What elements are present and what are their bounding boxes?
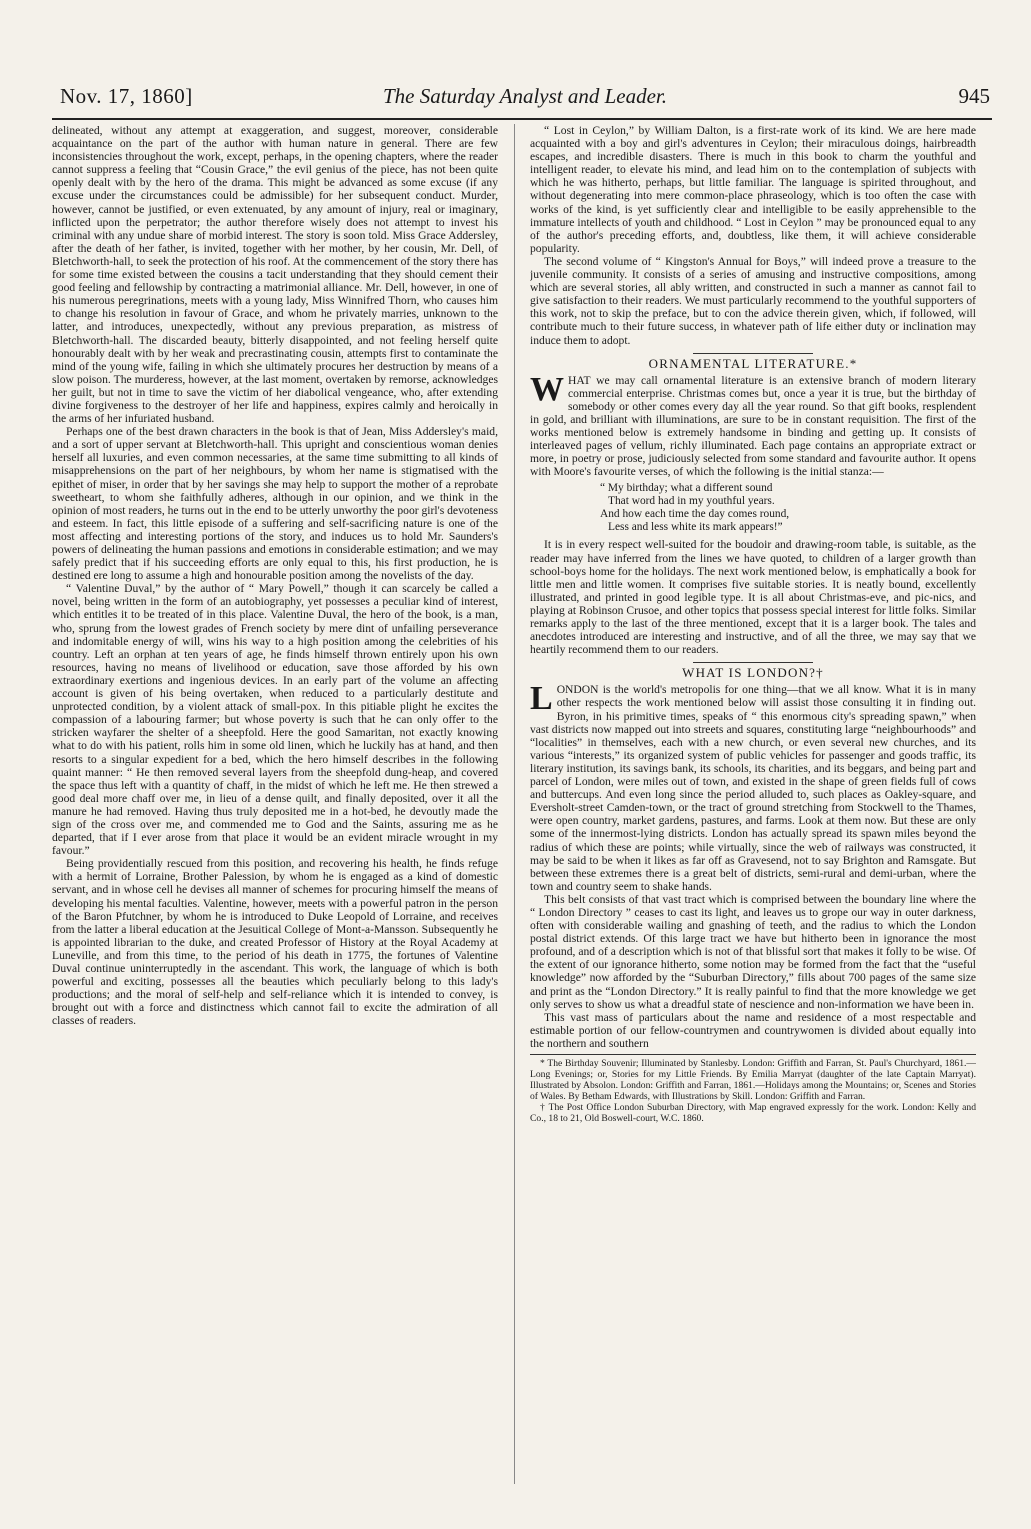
verse-line: And how each time the day comes round, (600, 508, 790, 521)
journal-title: The Saturday Analyst and Leader. (382, 84, 668, 108)
page-header (60, 84, 990, 114)
section-title: ORNAMENTAL LITERATURE.* (648, 355, 858, 371)
ornamental-paragraph-1: WHAT we may call ornamental literature is an extensive branch of modern literary commercial enterprise. Christmas comes but, once a year it is true, but the birthday of somebody or other comes every day all the year round. So that gift books, resplendent in gold, and brilliant with illuminations, are sure to be in constant requisition. The first of the works mentioned below is extremely handsome in binding and getting up. It consists of interleaved pages of vellum, richly illuminated. Each page contains an appropriate extract or more, in poetry or prose, judiciously selected from some standard and favourite author. It opens with Moore's favourite verses, of which the following is the initial stanza:— (530, 370, 976, 479)
drop-cap: W (530, 370, 564, 408)
london-paragraph-1: LONDON is the world's metropolis for one thing—that we all know. What it is in many other respects the work mentioned below will assist those consulting it in finding out. Byron, in his primitive times, speaks of “ this enormous city's spreading spawn,” when vast districts now mapped out into streets and squares, constituting large “neighbourhoods” and “localities” in themselves, each with a new church, or even several new churches, and its various “interests,” its organized system of public vehicles for passenger and goods traffic, its literary institution, its savings bank, its schools, its charities, and its beggars, and being part and parcel of London, were miles out of town, and existed in the shape of green fields full of cows and buttercups. And even long since the period alluded to, such places as Oakley-square, and Eversholt-street Camden-town, or the tract of ground stretching from Stockwell to the Thames, were open country, market gardens, pastures, and farms. Look at them now. But these are only some of the innermost-lying districts. London has actually spread its spawn miles beyond the radius of which these are points; while virtually, since the web of railways was constructed, it may be said to be when it likes as far off as Gravesend, not to say Brighton and Ramsgate. But between these extremes there is a great belt of districts, semi-rural and demi-urban, where the town and country seem to shake hands. (530, 680, 976, 893)
left-column (52, 124, 498, 1484)
footnote-2: † The Post Office London Suburban Directory, with Map engraved expressly for the work. London: Kelly and Co., 18 to 21, Old Boswell-court, W.C. 1860. (530, 1102, 976, 1124)
left-paragraph-2: Perhaps one of the best drawn characters in the book is that of Jean, Miss Addersley's maid, and a sort of upper servant at Bletchworth-hall. This upright and conscientious woman denies herself all luxuries, and even common necessaries, at the same time submitting to all kinds of misapprehensions on the part of her neighbours, by whom her name is stigmatised with the epithet of miser, in order that by her savings she may help to support the mother of a reprobate sweetheart, to whom she faithfully adheres, although in our opinion, and we think in the opinion of most readers, he turns out in the end to be utterly unworthy the poor girl's devoteness and esteem. In fact, this little episode of a suffering and self-sacrificing nature is one of the most affecting and interesting portions of the story, and induces us to hold Mr. Saunders's powers of delineating the human passions and emotions in considerable estimation; and we may safely predict that if his succeeding efforts are only equal to this, his first production, he is destined ere long to assume a high and honourable position among the novelists of the day. (52, 425, 498, 583)
verse-line: Less and less white its mark appears!” (608, 521, 783, 534)
left-paragraph-4: Being providentially rescued from this position, and recovering his health, he finds refuge with a hermit of Lorraine, Brother Palession, by whom he is engaged as a kind of domestic servant, and in whose cell he devises all manner of schemes for procuring himself the means of developing his mental faculties. Valentine, however, meets with a powerful patron in the person of the Baron Pfutchner, by whom he is introduced to Duke Leopold of Lorraine, and receives from the latter a liberal education at the Jesuitical College of Mont-a-Mansson. Subsequently he is appointed librarian to the duke, and created Professor of History at the Royal Academy at Luneville, and from this time, to the period of his death in 1775, the fortunes of Valentine Duval continue uninterruptedly in the ascendant. This work, the language of which is both powerful and exciting, possesses all the beauties which peculiarly belong to this lady's productions; and the moral of self-help and self-reliance which it is intended to convey, is brought out with a force and distinctness which cannot fail to excite the admiration of all classes of readers. (52, 857, 498, 1028)
footnote-1: * The Birthday Souvenir; Illuminated by Stanlesby. London: Griffith and Farran, St. Paul's Churchyard, 1861.—Long Evenings; or, Stories for my Little Friends. By Emilia Marryat (daughter of the late Captain Marryat). Illustrated by Absolon. London: Griffith and Farran, 1861.—Holidays among the Mountains; or, Scenes and Stories of Wales. By Betham Edwards, with Illustrations by Skill. London: Griffith and Farran. (530, 1058, 976, 1102)
verse-line: That word had in my youthful years. (608, 495, 775, 508)
london-paragraph-2: This belt consists of that vast tract which is comprised between the boundary line where the “ London Directory ” ceases to cast its light, and leaves us to grope our way in outer darkness, often with considerable wailing and gnashing of teeth, and the radius to which the London postal district extends. Of this large tract we have but hitherto been in ignorance the most profound, and of a description which is not of that blissful sort that makes it folly to be wise. Of the extent of our ignorance hitherto, some notion may be formed from the fact that the “useful knowledge” now afforded by the “Suburban Directory,” fills about 700 pages of the same size and print as the “London Directory.” It is really painful to find that the more knowledge we get only serves to show us what a dreadful state of nescience and non-information we have been in. (530, 892, 976, 1011)
issue-date: Nov. 17, 1860] (60, 84, 193, 108)
section-rule (693, 353, 813, 354)
drop-cap: L (530, 680, 553, 718)
column-divider (514, 124, 515, 1484)
london-paragraph-3: This vast mass of particulars about the name and residence of a most respectable and estimable portion of our fellow-countrymen and countrywomen is divided about equally into the northern and southern (530, 1010, 976, 1050)
verse-line: “ My birthday; what a different sound (600, 482, 773, 495)
right-column (530, 124, 976, 1484)
header-rule (52, 118, 992, 120)
footnotes (530, 1054, 976, 1124)
section-title: WHAT IS LONDON?† (682, 665, 824, 681)
verse-stanza (600, 482, 976, 534)
page-number: 945 (958, 84, 990, 108)
section-rule (693, 662, 813, 663)
right-paragraph-2: The second volume of “ Kingston's Annual for Boys,” will indeed prove a treasure to the juvenile community. It consists of a series of amusing and instructive compositions, among which are several stories, all ably written, and constructed in such a manner as cannot fail to give satisfaction to their readers. We must particularly recommend to the youthful supporters of this work, not to skip the preface, but to con the advice therein given, which, if followed, will contribute much to their future success, in whatever path of life either duty or inclination may induce them to adopt. (530, 254, 976, 347)
ornamental-paragraph-2: It is in every respect well-suited for the boudoir and drawing-room table, is suitable, as the reader may have inferred from the lines we have quoted, to children of a larger growth than school-boys home for the holidays. The next work mentioned below, is emphatically a book for little men and little women. It comprises five suitable stories. It is neatly bound, excellently illustrated, and printed in good legible type. It is all about Christmas-eve, and pic-nics, and playing at Robinson Crusoe, and other topics that possess special interest for little folks. Similar remarks apply to the last of the three mentioned, except that it is a larger book. The tales and anecdotes introduced are interesting and instructive, and of all the three, we may say that we heartily recommend them to our readers. (530, 538, 976, 657)
right-paragraph-1: “ Lost in Ceylon,” by William Dalton, is a first-rate work of its kind. We are here made acquainted with a boy and girl's adventures in Ceylon; their miraculous doings, hairbreadth escapes, and incredible disasters. There is much in this book to charm the youthful and intelligent reader, to elevate his mind, and lead him on to the contemplation of subjects with which he was hitherto, perhaps, but little familiar. The language is spirited throughout, and without degenerating into mere common-place phraseology, which is too often the case with works of the kind, is yet sufficiently clear and intelligible to be easily apprehensible to the immature intellects of youth and childhood. “ Lost in Ceylon ” may be pronounced equal to any of the author's preceding efforts, and, doubtless, like them, it will achieve considerable popularity. (530, 124, 976, 255)
section-what-is-london (530, 662, 976, 679)
left-paragraph-1: delineated, without any attempt at exaggeration, and suggest, moreover, considerable acquaintance on the part of the author with human nature in general. There are few inconsistencies throughout the work, except, perhaps, in the opening chapters, where the reader cannot suppress a feeling that “Cousin Grace,” the evil genius of the piece, has not been quite openly dealt with by the hero of the drama. This might be advanced as some excuse (if any excuse under the circumstances could be admissible) for her subsequent conduct. Murder, however, cannot be justified, or even extenuated, by any amount of injury, real or imaginary, inflicted upon the perpetrator; the author therefore wisely does not attempt to invest his criminal with any undue share of morbid interest. The story is soon told. Miss Grace Addersley, after the death of her father, is invited, together with her mother, by her cousin, Mr. Dell, of Bletchworth-hall, to seek the protection of his roof. At the commencement of the story there has for some time existed between the cousins a tacit understanding that they should cement their good feeling and fellowship by contracting a matrimonial alliance. Mr. Dell, however, in one of his numerous peregrinations, meets with a young lady, Miss Winnifred Thorn, who causes him to change his resolution in favour of Grace, and whom he privately marries, unknown to the latter, and introduces, unexpectedly, without any previous preparation, as mistress of Bletchworth-hall. The discarded beauty, bitterly disappointed, and not feeling herself quite honourably dealt with by her weak and precrastinating cousin, attempts first to contaminate the mind of the young wife, failing in which she ultimately procures her destruction by means of a slow poison. The murderess, however, at the last moment, overtaken by remorse, acknowledges her guilt, but not in time to save the victim of her diabolical vengeance, who, after extending divine forgiveness to the destroyer of her life and happiness, expires calmly and heroically in the arms of her infuriated husband. (52, 124, 498, 426)
section-ornamental-literature (530, 353, 976, 370)
left-paragraph-3: “ Valentine Duval,” by the author of “ Mary Powell,” though it can scarcely be called a novel, being written in the form of an autobiography, yet possesses a peculiar kind of interest, which entitles it to be treated of in this place. Valentine Duval, the hero of the book, is a man, who, sprung from the lowest grades of French society by mere dint of unfailing perseverance and indomitable energy of will, wins his way to a high position among the celebrities of his country. Left an orphan at ten years of age, he finds himself thrown entirely upon his own resources, having no means of livelihood or education, save those afforded by his own extraordinary exertions and ingenious devices. In an early part of the volume an affecting account is given of his being overtaken, when reduced to a particularly destitute and unprotected condition, by a violent attack of small-pox. In this pitiable plight he excites the compassion of a labouring farmer; but whose poverty is such that he can only offer to the stricken wayfarer the shelter of a sheepfold. Here the good Samaritan, not exactly knowing what to do with his patient, rolls him in some old linen, which he luckily has at hand, and then resorts to a singular expedient for a bed, which the hero himself describes in the following quaint manner: “ He then removed several layers from the sheepfold dung-heap, and covered the space thus left with a quantity of chaff, in the midst of which he left me. He then strewed a good deal more chaff over me, in lieu of a dense quilt, and finally deposited, over it all the manure he had removed. Having thus truly deposited me in a hot-bed, he devoutly made the sign of the cross over me, and commended me to God and the Saints, assuring me as he departed, that if I ever arose from that place it would be an evident miracle wrought in my favour.” (52, 582, 498, 858)
